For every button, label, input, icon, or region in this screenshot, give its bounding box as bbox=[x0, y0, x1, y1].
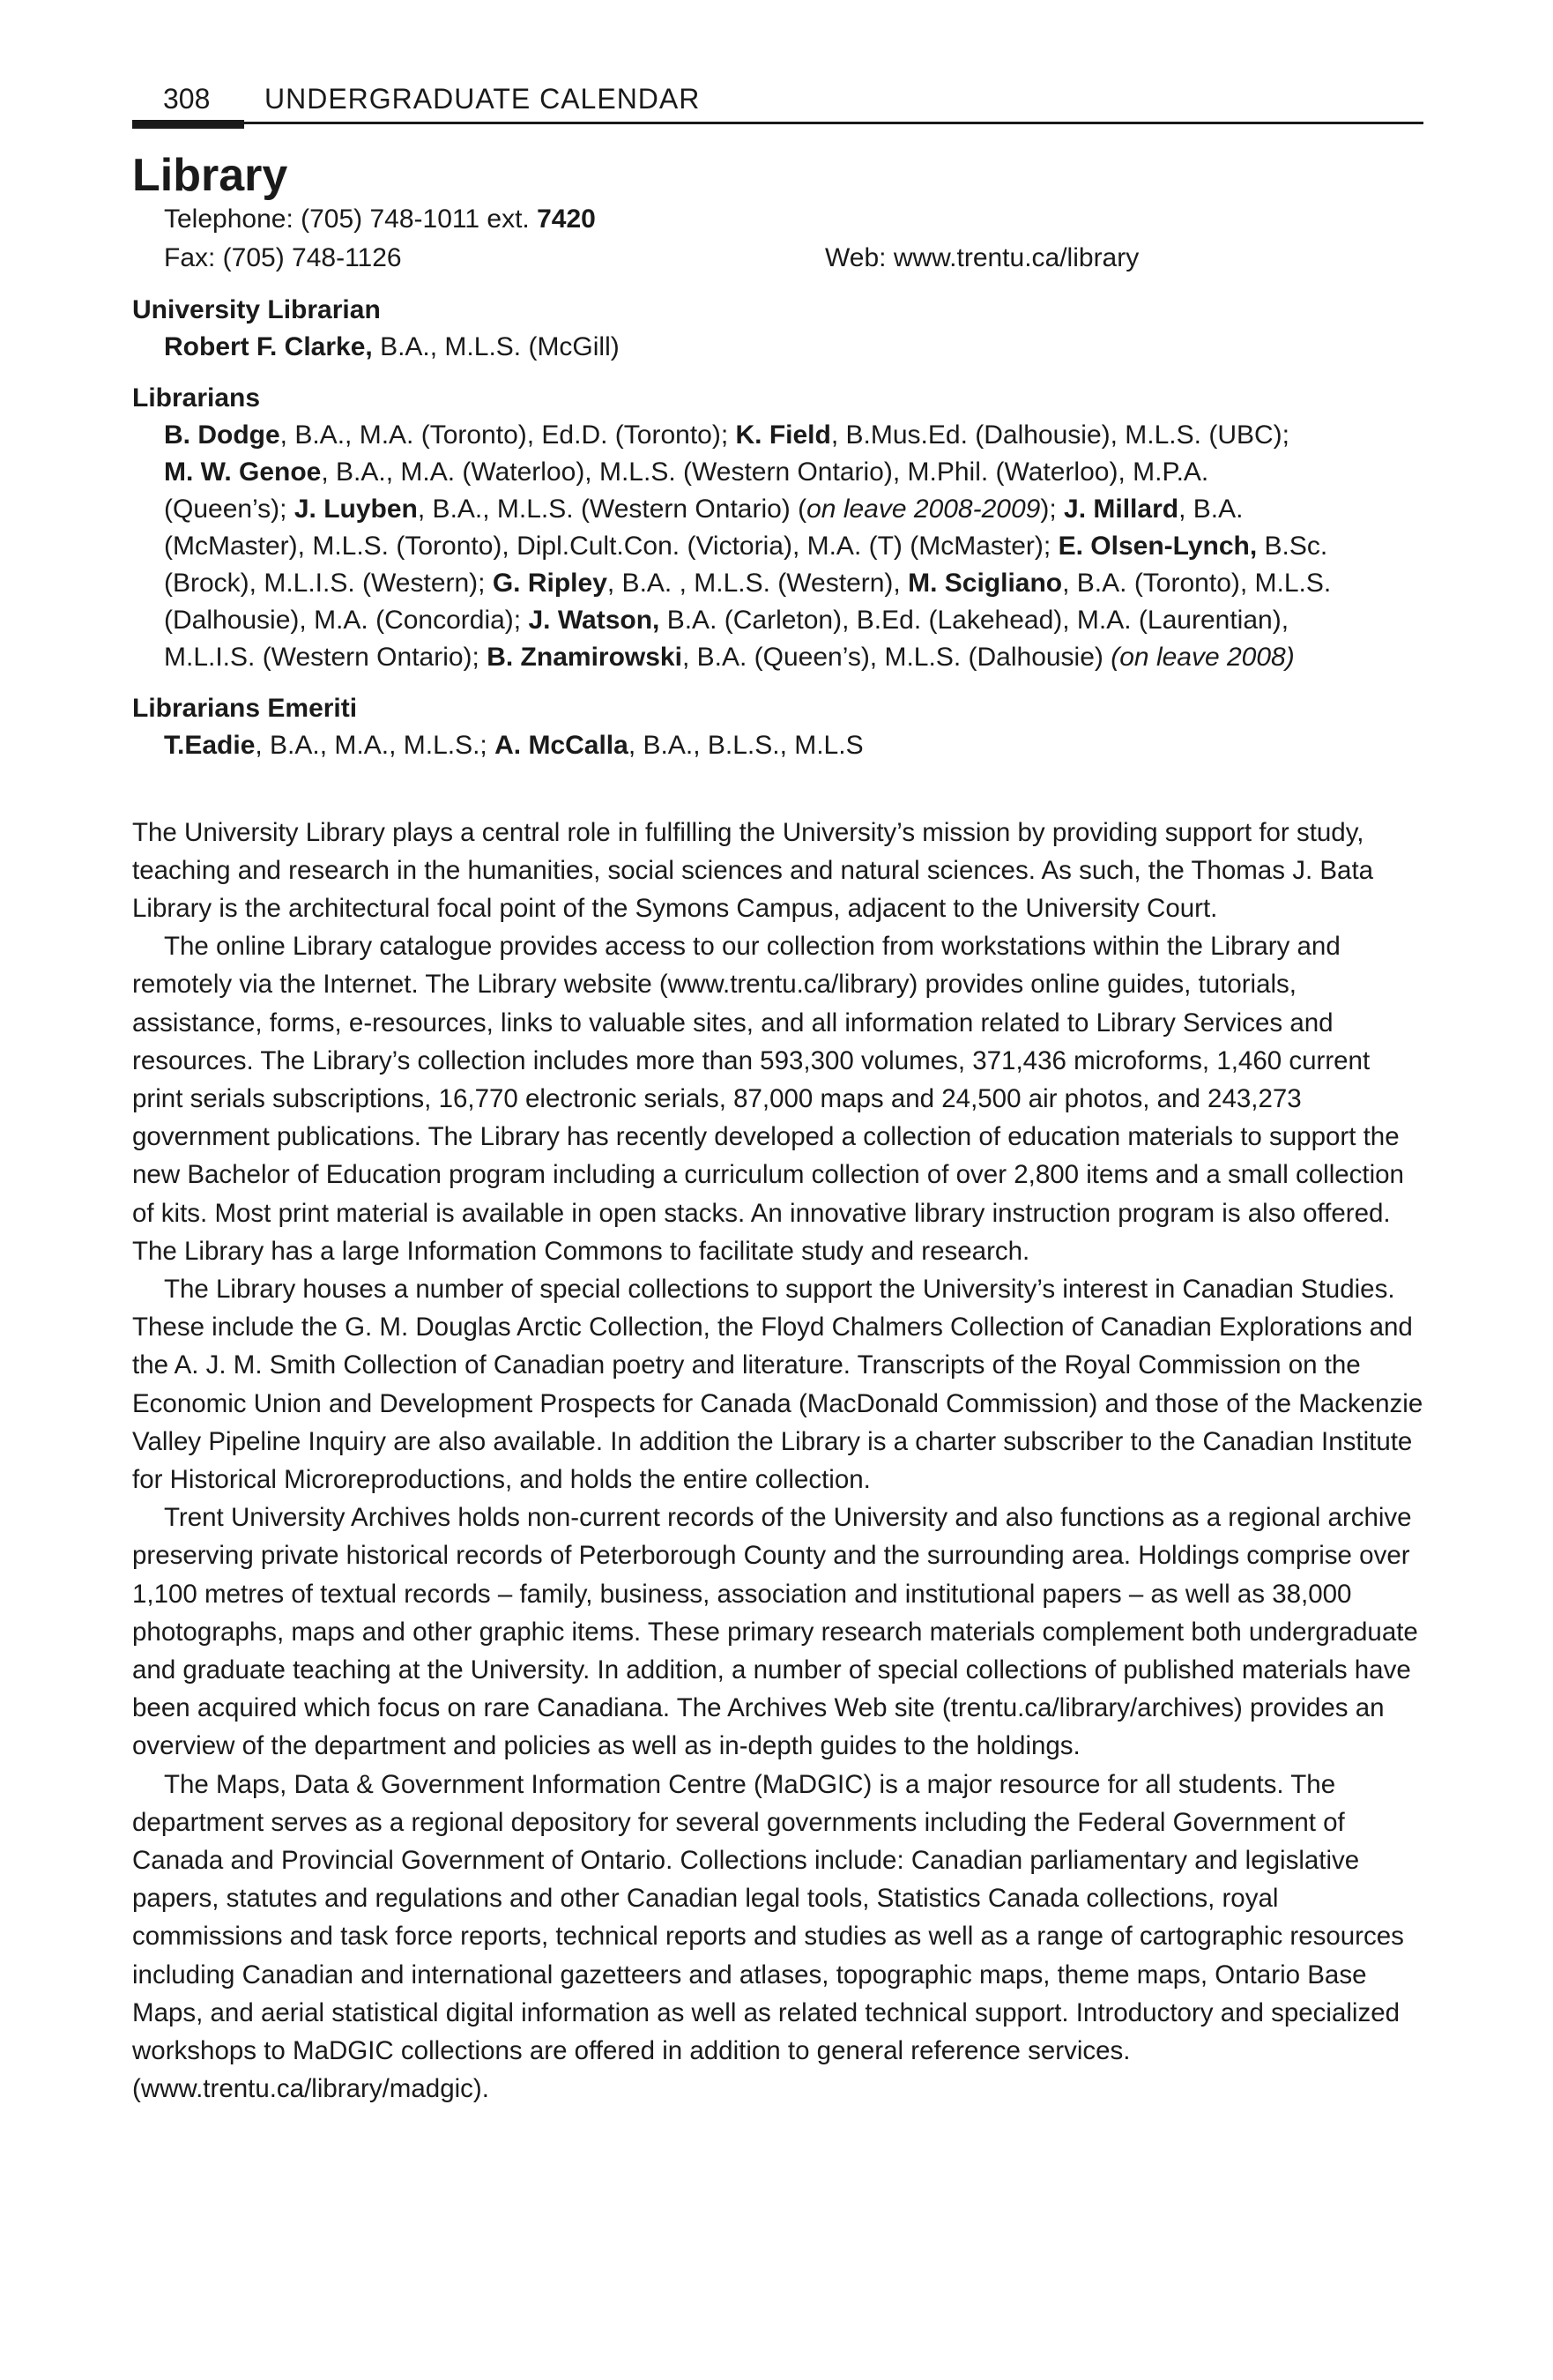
librarians-line bbox=[164, 602, 1423, 639]
header-rule bbox=[132, 122, 1423, 124]
staff-degrees: (Brock), M.L.I.S. (Western); bbox=[164, 568, 493, 598]
staff-name: M. Scigliano bbox=[908, 568, 1063, 598]
telephone-ext: 7420 bbox=[537, 204, 596, 234]
web-link[interactable]: Web: www.trentu.ca/library bbox=[825, 242, 1140, 272]
staff-degrees: , B.A., M.A., M.L.S.; bbox=[255, 730, 495, 760]
telephone-text: Telephone: (705) 748-1011 ext. bbox=[164, 204, 538, 234]
staff-degrees: (Queen’s); bbox=[164, 494, 294, 524]
telephone-line bbox=[164, 200, 1423, 239]
staff-name: B. Dodge bbox=[164, 420, 280, 450]
staff-degrees: , B.A. bbox=[1178, 494, 1244, 524]
leave-note: (on leave 2008) bbox=[1111, 642, 1295, 672]
paragraph: The online Library catalogue provides access to our collection from workstations within the Library and remotely via the Internet. The Library website (www.trentu.ca/library) provides online guides, tutorials, assistance, forms, e-resources, links to valuable sites, and all information related to Library Services and resources. The Library’s collection includes more than 593,300 volumes, 371,436 microforms, 1,460 current print serials subscriptions, 16,770 electronic serials, 87,000 maps and 24,500 air photos, and 243,273 government publications. The Library has recently developed a collection of education materials to support the new Bachelor of Education program including a curriculum collection of over 2,800 items and a small collection of kits. Most print material is available in open stacks. An innovative library instruction program is also offered. The Library has a large Information Commons to facilitate study and research. bbox=[132, 932, 1404, 1266]
staff-degrees: , B.A., M.A. (Toronto), Ed.D. (Toronto); bbox=[279, 420, 736, 450]
section-heading: University Librarian bbox=[132, 294, 381, 324]
running-title: UNDERGRADUATE CALENDAR bbox=[264, 83, 701, 115]
section-body bbox=[164, 727, 1423, 764]
staff-degrees: , B.A., M.L.S. (Western Ontario) ( bbox=[417, 494, 807, 524]
university-librarian-section bbox=[132, 292, 1423, 366]
staff-name: J. Luyben bbox=[294, 494, 418, 524]
section-heading: Librarians bbox=[132, 383, 261, 413]
fax-text: Fax: (705) 748-1126 bbox=[164, 242, 402, 272]
staff-name: M. W. Genoe bbox=[164, 457, 322, 487]
leave-note: on leave 2008-2009 bbox=[806, 494, 1041, 524]
running-header bbox=[132, 79, 1423, 125]
page bbox=[132, 79, 1423, 2109]
staff-degrees: B.A., M.L.S. (McGill) bbox=[372, 331, 620, 361]
librarians-line bbox=[164, 491, 1423, 528]
staff-name: T.Eadie bbox=[164, 730, 256, 760]
staff-degrees: , B.A. , M.L.S. (Western), bbox=[606, 568, 909, 598]
paragraph: The University Library plays a central role in fulfilling the University’s mission by providing support for study, teaching and research in the humanities, social sciences and natural sciences. As such, the Thomas J. Bata Library is the architectural focal point of the Symons Campus, adjacent to the University Court. bbox=[132, 817, 1374, 923]
fax-web-line bbox=[164, 239, 1423, 278]
staff-degrees: (Dalhousie), M.A. (Concordia); bbox=[164, 605, 529, 635]
staff-name: G. Ripley bbox=[492, 568, 607, 598]
staff-degrees: ); bbox=[1040, 494, 1065, 524]
page-number: 308 bbox=[163, 83, 211, 115]
staff-degrees: , B.A., B.L.S., M.L.S bbox=[628, 730, 864, 760]
librarians-emeriti-section bbox=[132, 690, 1423, 764]
librarians-line bbox=[164, 528, 1423, 565]
page-title: Library bbox=[132, 150, 288, 201]
staff-degrees: , B.A. (Toronto), M.L.S. bbox=[1062, 568, 1332, 598]
librarians-line bbox=[164, 454, 1423, 491]
librarians-line bbox=[164, 565, 1423, 602]
paragraph: The Library houses a number of special collections to support the University’s interest in Canadian Studies. These include the G. M. Douglas Arctic Collection, the Floyd Chalmers Collection of Canadian Explorations and the A. J. M. Smith Collection of Canadian poetry and literature. Transcripts of the Royal Commission on the Economic Union and Development Prospects for Canada (MacDonald Commission) and those of the Mackenzie Valley Pipeline Inquiry are also available. In addition the Library is a charter subscriber to the Canadian Institute for Historical Microreproductions, and holds the entire collection. bbox=[132, 1275, 1423, 1495]
staff-degrees: B.A. (Carleton), B.Ed. (Lakehead), M.A. (Laurentian), bbox=[659, 605, 1289, 635]
staff-degrees: M.L.I.S. (Western Ontario); bbox=[164, 642, 487, 672]
staff-name: Robert F. Clarke, bbox=[164, 331, 373, 361]
librarians-line bbox=[164, 417, 1423, 454]
staff-name: B. Znamirowski bbox=[487, 642, 682, 672]
paragraph: Trent University Archives holds non-current records of the University and also functions as a regional archive preserving private historical records of Peterborough County and the surrounding area. Holdings comprise over 1,100 metres of textual records – family, business, association and institutional papers – as well as 38,000 photographs, maps and other graphic items. These primary research materials complement both undergraduate and graduate teaching at the University. In addition, a number of special collections of published materials have been acquired which focus on rare Canadiana. The Archives Web site (trentu.ca/library/archives) provides an overview of the department and policies as well as in-depth guides to the holdings. bbox=[132, 1503, 1418, 1761]
staff-name: E. Olsen-Lynch, bbox=[1058, 531, 1258, 561]
section-body bbox=[164, 417, 1423, 676]
staff-name: J. Millard bbox=[1064, 494, 1179, 524]
staff-degrees: , B.Mus.Ed. (Dalhousie), M.L.S. (UBC); bbox=[830, 420, 1289, 450]
paragraph: The Maps, Data & Government Information Centre (MaDGIC) is a major resource for all students. The department serves as a regional depository for several governments including the Federal Government of Canada and Provincial Government of Ontario. Collections include: Canadian parliamentary and legislative papers, statutes and regulations and other Canadian legal tools, Statistics Canada collections, royal commissions and task force reports, technical reports and studies as well as a range of cartographic resources including Canadian and international gazetteers and atlases, topographic maps, theme maps, Ontario Base Maps, and aerial statistical digital information as well as related technical support. Introductory and specialized workshops to MaDGIC collections are offered in addition to general reference services. (www.trentu.ca/library/madgic). bbox=[132, 1769, 1404, 2104]
section-heading: Librarians Emeriti bbox=[132, 693, 358, 723]
librarians-line bbox=[164, 639, 1423, 676]
staff-degrees: B.Sc. bbox=[1257, 531, 1328, 561]
librarians-section bbox=[132, 380, 1423, 676]
staff-name: K. Field bbox=[735, 420, 831, 450]
body-text bbox=[132, 814, 1423, 2109]
section-body bbox=[164, 329, 1423, 366]
staff-name: J. Watson, bbox=[528, 605, 660, 635]
staff-name: A. McCalla bbox=[494, 730, 628, 760]
staff-degrees: (McMaster), M.L.S. (Toronto), Dipl.Cult.Con. (Victoria), M.A. (T) (McMaster); bbox=[164, 531, 1059, 561]
staff-degrees: , B.A. (Queen’s), M.L.S. (Dalhousie) bbox=[681, 642, 1111, 672]
contact-block bbox=[164, 200, 1423, 278]
staff-degrees: , B.A., M.A. (Waterloo), M.L.S. (Western Ontario), M.Phil. (Waterloo), M.P.A. bbox=[321, 457, 1209, 487]
header-rule-tab bbox=[132, 120, 244, 129]
